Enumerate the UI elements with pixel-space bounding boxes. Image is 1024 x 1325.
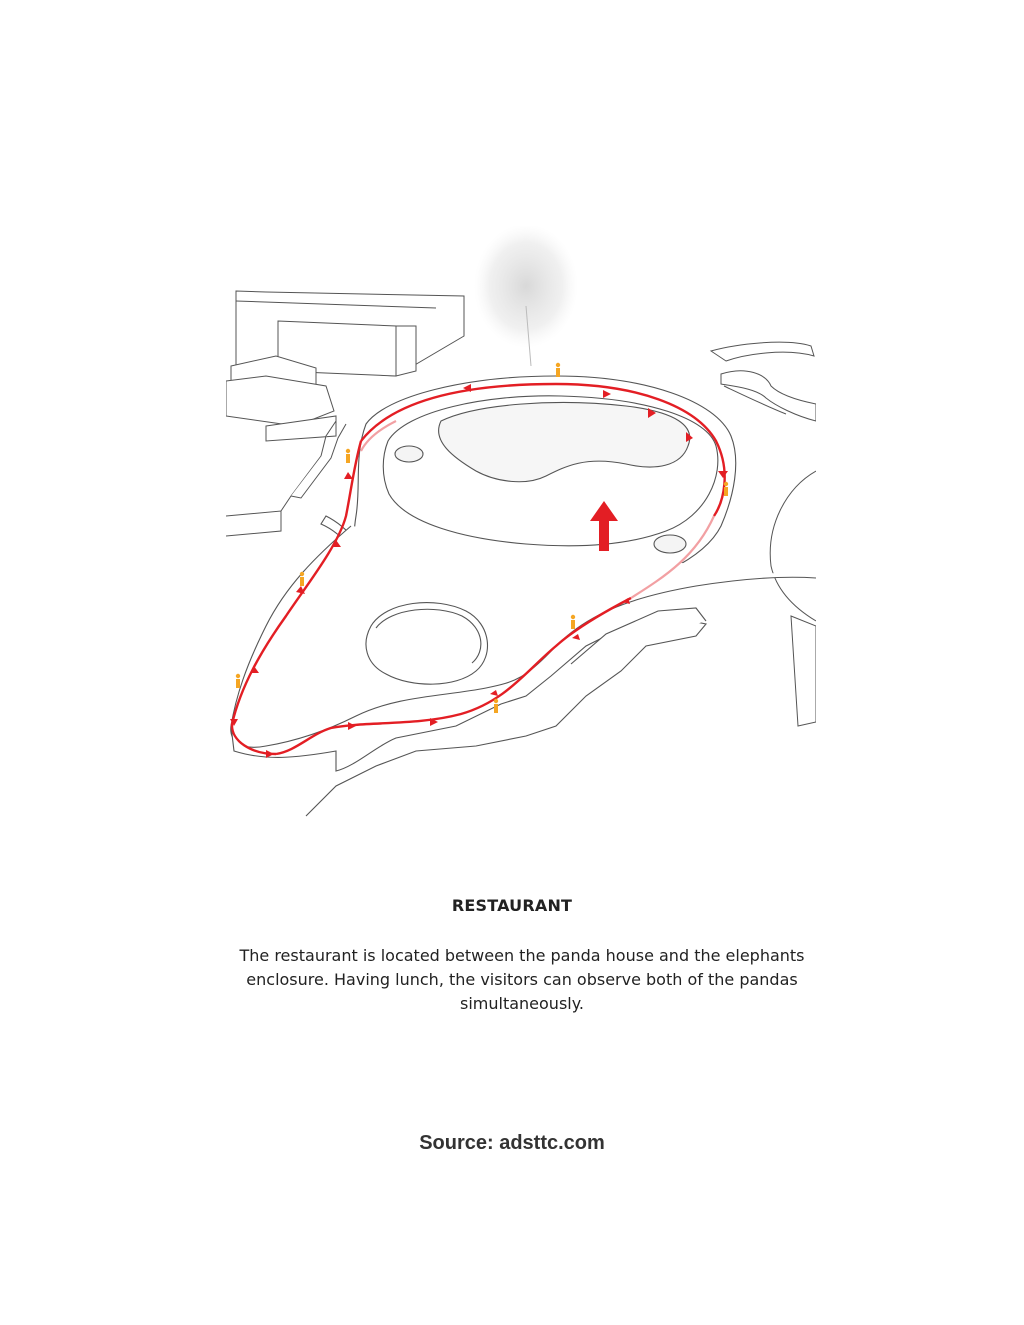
person-icon [571, 615, 575, 629]
person-icon [556, 363, 560, 377]
person-icon [236, 674, 240, 688]
enclosure-top-right [711, 342, 816, 421]
person-icon [300, 572, 304, 586]
tree-top [474, 226, 578, 366]
source-credit: Source: adsttc.com [419, 1132, 605, 1154]
caption-title: RESTAURANT [451, 896, 573, 915]
caption-body: The restaurant is located between the panda house and the elephants enclosure. Having lunch, the visitors can observe both of the pandas simultaneously. [239, 946, 805, 1013]
person-icon [724, 482, 728, 496]
lower-walkway-platform [231, 516, 816, 816]
person-icon [494, 699, 498, 713]
diagram-svg [226, 226, 816, 818]
enclosure-right [770, 471, 816, 726]
architecture-diagram [226, 226, 816, 818]
lower-round-pit [366, 603, 487, 685]
person-icon [346, 449, 350, 463]
